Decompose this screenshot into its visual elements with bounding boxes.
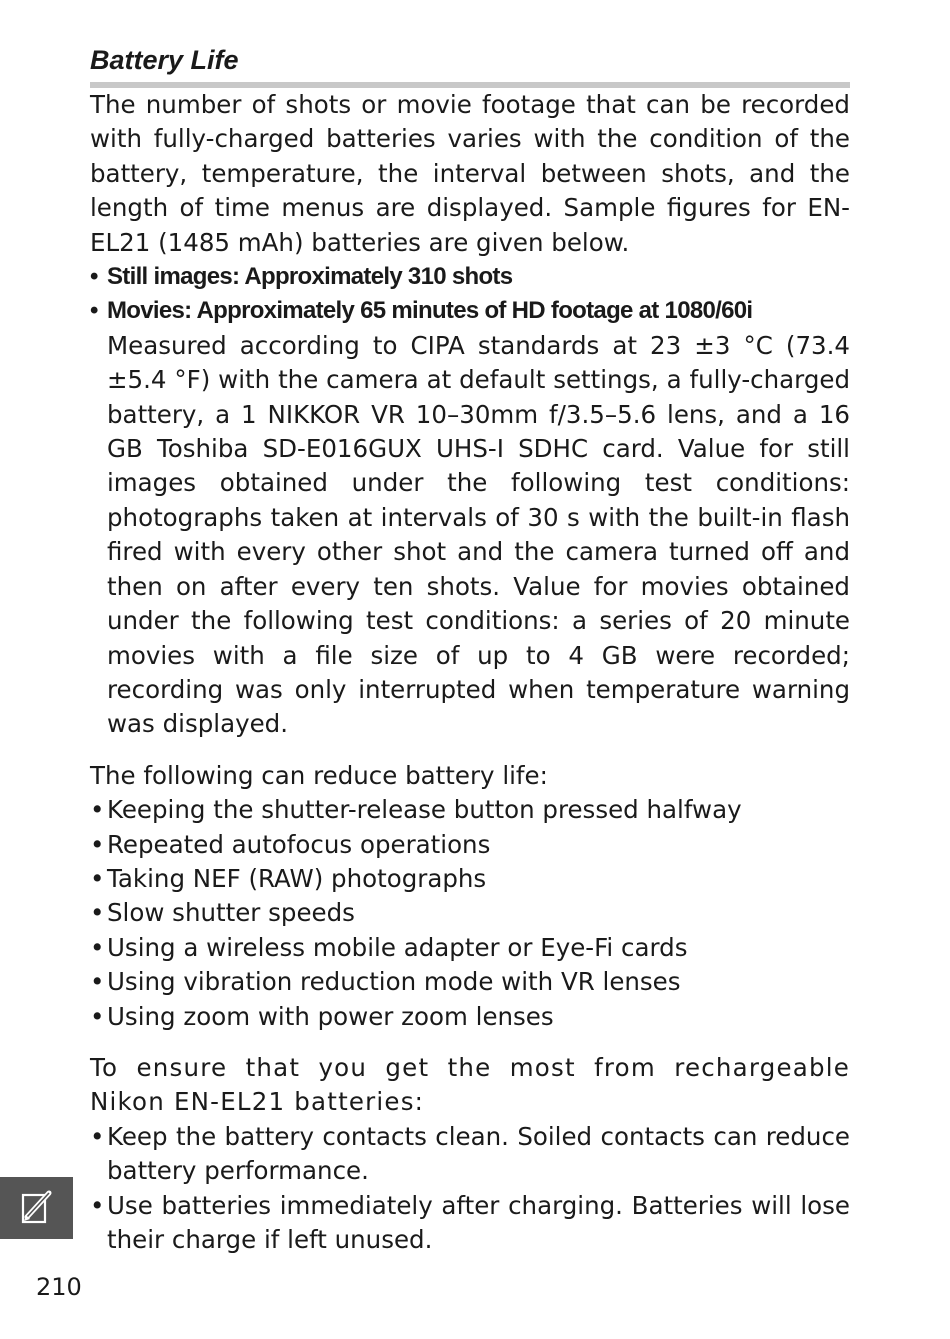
list-item: • Use batteries immediately after charging. Batteries will lose their charge if left unused. (90, 1189, 850, 1258)
figure-still-images: Still images: Approximately 310 shots (107, 263, 513, 291)
spacer (90, 742, 850, 759)
list-item (90, 260, 850, 294)
pencil-notes-icon (20, 1190, 54, 1226)
list-item: • Taking NEF (RAW) photographs (90, 862, 850, 896)
list-item: • Keeping the shutter-release button pressed halfway (90, 793, 850, 827)
list-item: • Using zoom with power zoom lenses (90, 1000, 850, 1034)
reduce-list (90, 793, 850, 1034)
list-item: • Using a wireless mobile adapter or Eye-Fi cards (90, 931, 850, 965)
list-item: • Slow shutter speeds (90, 896, 850, 930)
tips-heading: To ensure that you get the most from rechargeable Nikon EN-EL21 batteries: (90, 1052, 850, 1117)
notes-section-tab (0, 1177, 73, 1239)
page-number: 210 (36, 1273, 82, 1301)
list-item: • Using vibration reduction mode with VR lenses (90, 965, 850, 999)
figure-movies: Movies: Approximately 65 minutes of HD footage at 1080/60i (107, 297, 753, 325)
section-title: Battery Life (90, 45, 239, 75)
list-item (90, 294, 850, 328)
measurement-note: Measured according to CIPA standards at 23 ±3 °C (73.4 ±5.4 °F) with the camera at default settings, a fully-charged battery, a 1 NIKKOR VR 10–30mm f/3.5–5.6 lens, and a 16 GB Toshiba SD-E016GUX UHS-I SDHC card. Value for still images obtained under the following test conditions: photographs taken at intervals of 30 s with the built-in flash fired with every other shot and the camera turned off and then on after every ten shots. Value for movies obtained under the following test conditions: a series of 20 minute movies with a file size of up to 4 GB were recorded; recording was only interrupted when temperature warning was displayed. (107, 330, 850, 739)
reduce-heading: The following can reduce battery life: (90, 760, 548, 790)
spacer (90, 1034, 850, 1051)
page-content (90, 44, 850, 1257)
intro-paragraph: The number of shots or movie footage that can be recorded with fully-charged batteries varies with the condition of the battery, temperature, the interval between shots, and the length of time menus are displayed. Sample figures for EN-EL21 (1485 mAh) batteries are given below. (90, 90, 850, 257)
list-item: • Repeated autofocus operations (90, 828, 850, 862)
list-item: • Keep the battery contacts clean. Soiled contacts can reduce battery performance. (90, 1120, 850, 1189)
battery-figures-list (90, 260, 850, 329)
tips-list (90, 1120, 850, 1258)
